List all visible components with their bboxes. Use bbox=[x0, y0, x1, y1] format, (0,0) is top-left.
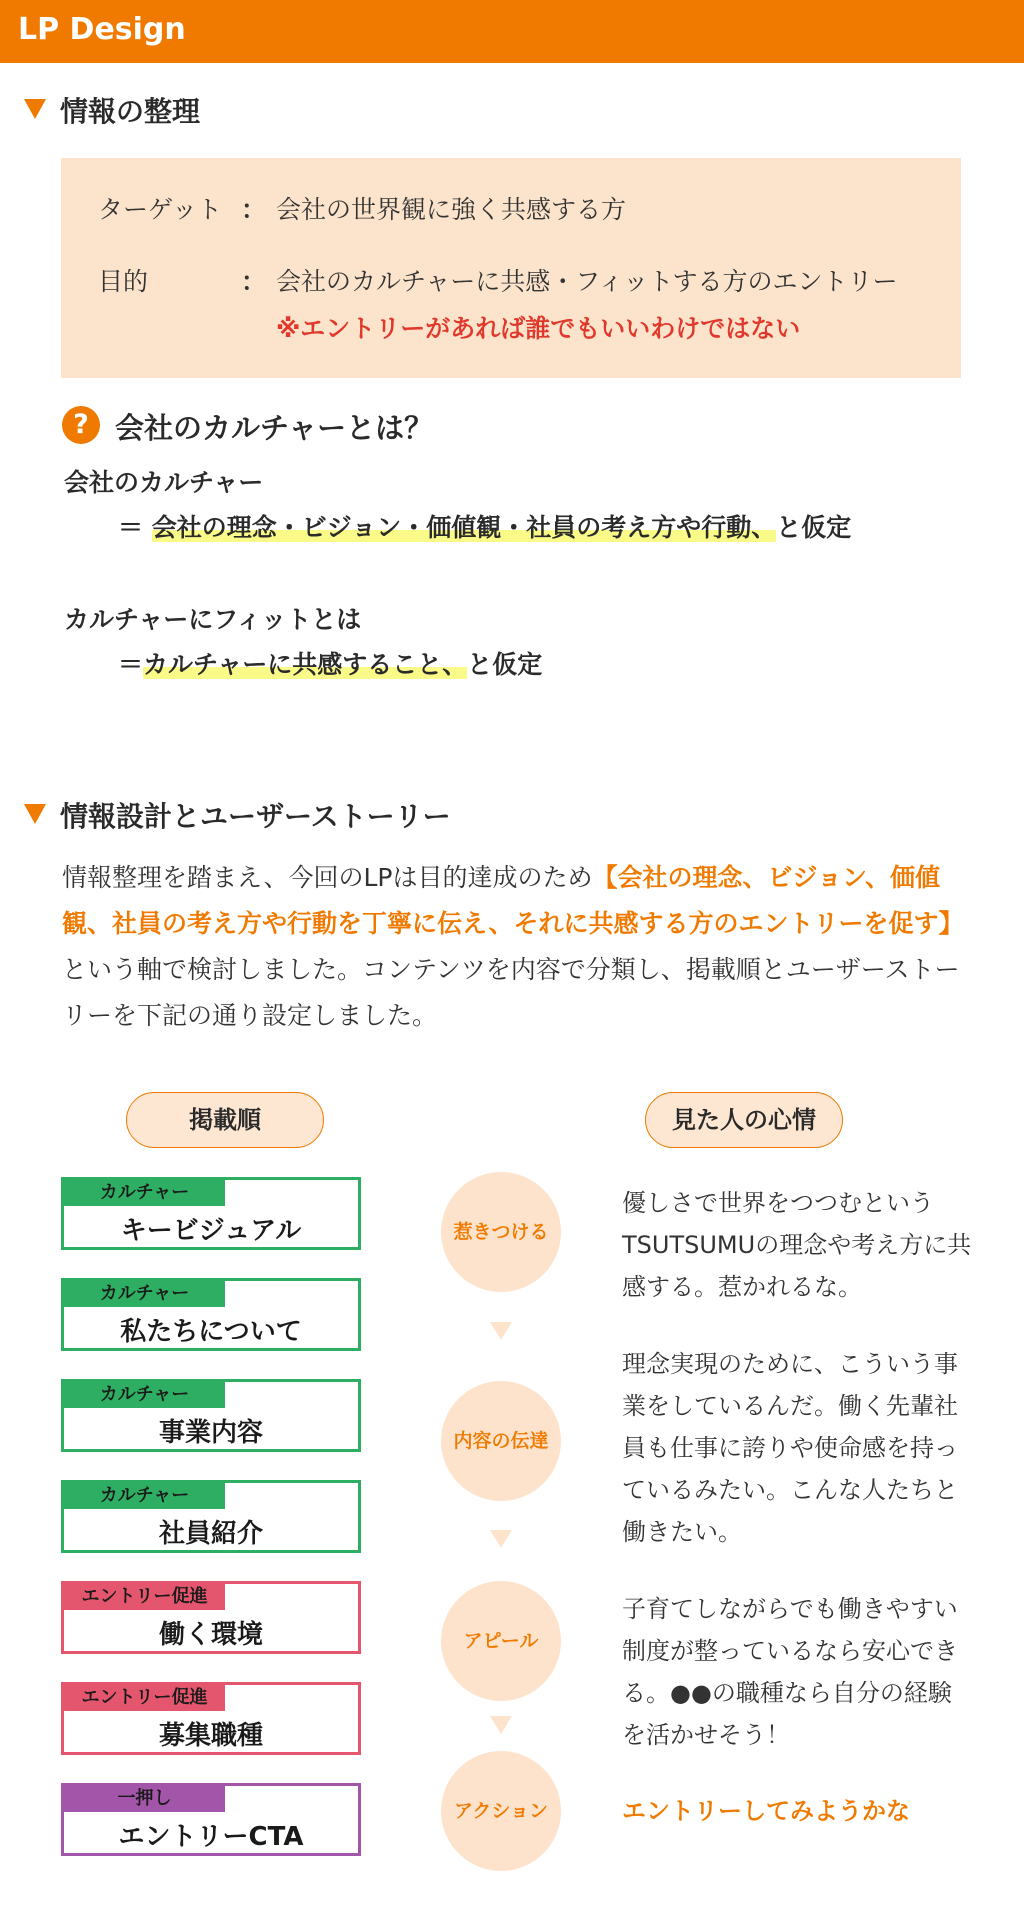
section-title-text: 情報の整理 bbox=[60, 95, 201, 128]
purpose-note: ※エントリーがあれば誰でもいいわけではない bbox=[276, 314, 801, 343]
content-card-business bbox=[61, 1379, 361, 1452]
stage-circle-convey: 内容の伝達 bbox=[441, 1381, 561, 1501]
section-title-design bbox=[24, 795, 451, 835]
card-tag: 一押し bbox=[64, 1786, 225, 1812]
culture-heading: 会社のカルチャーとは？ bbox=[115, 411, 434, 445]
question-icon: ? bbox=[62, 406, 100, 444]
design-paragraph bbox=[62, 855, 967, 1039]
content-card-recruitment bbox=[61, 1682, 361, 1755]
purpose-value: 会社のカルチャーに共感・フィットする方のエントリー bbox=[276, 267, 898, 296]
culture-definition-tail: と仮定 bbox=[776, 513, 852, 542]
header-bar bbox=[0, 0, 1024, 63]
card-tag: カルチャー bbox=[64, 1483, 225, 1509]
arrow-down-icon bbox=[490, 1530, 512, 1548]
para-highlight: 【会社の理念、ビジョン、価値観、社員の考え方や行動を丁寧に伝え、それに共感する方のエントリーを促す】 bbox=[62, 863, 964, 938]
card-name: 私たちについて bbox=[120, 1317, 302, 1347]
card-name: 働く環境 bbox=[158, 1620, 263, 1650]
section-title-info bbox=[24, 90, 200, 130]
content-card-entry-cta bbox=[61, 1783, 361, 1856]
culture-definition bbox=[118, 508, 851, 544]
stage-circle-appeal: アピール bbox=[441, 1581, 561, 1701]
fit-definition-tail: と仮定 bbox=[467, 650, 543, 679]
info-summary-box bbox=[61, 158, 961, 378]
feeling-text-action: エントリーしてみようかな bbox=[622, 1797, 910, 1825]
purpose-colon: ： bbox=[241, 267, 267, 296]
card-tag: エントリー促進 bbox=[64, 1685, 225, 1711]
arrow-down-icon bbox=[490, 1322, 512, 1340]
card-tag: カルチャー bbox=[64, 1281, 225, 1307]
stage-circle-action: アクション bbox=[441, 1751, 561, 1871]
para-intro: 情報整理を踏まえ、今回のLPは目的達成のため bbox=[62, 863, 593, 892]
card-name: エントリーCTA bbox=[118, 1822, 304, 1852]
card-name: 社員紹介 bbox=[158, 1519, 263, 1549]
content-card-environment bbox=[61, 1581, 361, 1654]
culture-term: 会社のカルチャー bbox=[64, 468, 264, 497]
card-tag: エントリー促進 bbox=[64, 1584, 225, 1610]
fit-definition-highlight: カルチャーに共感すること、 bbox=[143, 650, 468, 679]
triangle-down-icon bbox=[24, 804, 46, 824]
section-title-text: 情報設計とユーザーストーリー bbox=[60, 800, 451, 833]
fit-definition bbox=[118, 645, 542, 681]
card-tag: カルチャー bbox=[64, 1382, 225, 1408]
feeling-text-convey: 理念実現のために、こういう事業をしているんだ。働く先輩社員も仕事に誇りや使命感を持っているみたい。こんな人たちと働きたい。 bbox=[622, 1350, 958, 1546]
card-name: 募集職種 bbox=[158, 1721, 263, 1751]
target-colon: ： bbox=[241, 195, 267, 224]
equals-sign: ＝ bbox=[118, 650, 144, 679]
culture-definition-highlight: 会社の理念・ビジョン・価値観・社員の考え方や行動、 bbox=[151, 513, 777, 542]
triangle-down-icon bbox=[24, 99, 46, 119]
card-name: 事業内容 bbox=[158, 1418, 263, 1448]
card-name: キービジュアル bbox=[120, 1216, 302, 1246]
column-label-order: 掲載順 bbox=[126, 1092, 324, 1148]
arrow-down-icon bbox=[490, 1716, 512, 1734]
stage-circle-attract: 惹きつける bbox=[441, 1172, 561, 1292]
card-tag: カルチャー bbox=[64, 1180, 225, 1206]
target-label: ターゲット bbox=[98, 195, 223, 224]
feeling-text-attract: 優しさで世界をつつむというTSUTSUMUの理念や考え方に共感する。惹かれるな。 bbox=[622, 1189, 972, 1301]
content-card-key-visual bbox=[61, 1177, 361, 1250]
header-title: LP Design bbox=[18, 12, 186, 47]
feeling-text-appeal: 子育てしながらでも働きやすい制度が整っているなら安心できる。●●の職種なら自分の経験を活かせそう！ bbox=[622, 1595, 958, 1749]
content-card-about-us bbox=[61, 1278, 361, 1351]
equals-sign: ＝ bbox=[118, 513, 144, 542]
para-rest: という軸で検討しました。コンテンツを内容で分類し、掲載順とユーザーストーリーを下記の通り設定しました。 bbox=[62, 955, 960, 1030]
purpose-label: 目的 bbox=[98, 267, 149, 296]
content-card-staff bbox=[61, 1480, 361, 1553]
column-label-feelings: 見た人の心情 bbox=[645, 1092, 843, 1148]
target-value: 会社の世界観に強く共感する方 bbox=[276, 195, 627, 224]
fit-term: カルチャーにフィットとは bbox=[64, 605, 362, 634]
